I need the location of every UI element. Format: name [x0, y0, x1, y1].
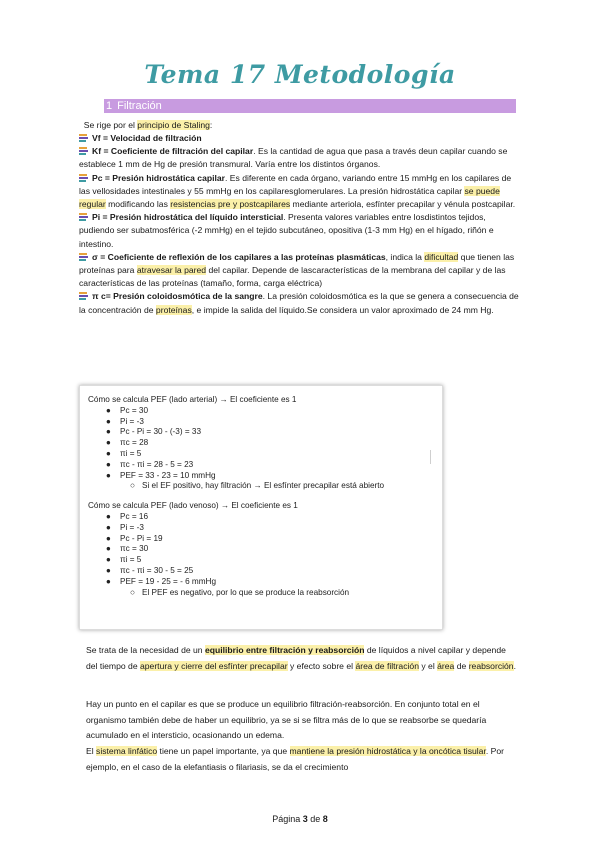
list-item-text: πc - πi = 30 - 5 = 25 — [120, 565, 194, 575]
list-item-text: Pi = -3 — [120, 522, 144, 532]
bold-term: equilibrio entre filtración y reabsorción — [204, 645, 365, 655]
text-run: mediante arteriola, esfínter precapilar y vénula postcapilar. — [290, 199, 516, 210]
list-item — [88, 544, 428, 555]
list-item — [88, 417, 428, 428]
paragraph-balance — [86, 697, 516, 744]
list-item-text: Pc = 16 — [120, 511, 148, 521]
page-title: Tema 17 Metodología — [144, 60, 456, 89]
arterial-note-text: Si el EF positivo, hay filtración → El esfínter precapilar está abierto — [142, 481, 385, 491]
list-item — [88, 460, 428, 471]
definition-item — [79, 132, 519, 145]
definition-item — [79, 145, 519, 171]
section-header — [104, 99, 516, 113]
text-run: . Es la cantidad de agua que pasa a través deun capilar cuando se establece 1 mm de Hg de presión transmural. Varía entre los distintos órganos. — [79, 146, 508, 170]
highlighted-text: reabsorción — [468, 660, 514, 671]
bullet-icon: ● — [106, 448, 111, 458]
highlighted-text: sistema linfático — [96, 746, 158, 756]
list-item — [88, 471, 428, 482]
book-stack-icon — [79, 174, 89, 182]
venous-note — [88, 588, 428, 599]
book-stack-icon — [79, 292, 89, 300]
bullet-icon: ● — [106, 405, 111, 415]
definition-item — [79, 172, 519, 212]
text-run: y efecto sobre el — [287, 660, 356, 671]
bullet-icon: ● — [106, 576, 111, 586]
section-number: 1 — [106, 100, 113, 112]
text-run: que tienen las proteínas para — [79, 251, 515, 276]
list-item — [88, 566, 428, 577]
text-run: , e impide la salida del líquido.Se considera un valor aproximado de 24 mm Hg. — [191, 304, 494, 315]
scrollbar-mark — [430, 450, 431, 464]
definition-item — [79, 211, 519, 251]
bullet-icon: ● — [106, 555, 111, 565]
text-run: . Por ejemplo, en el caso de la elefantiasis o filariasis, se da el crecimiento — [86, 746, 505, 772]
bullet-icon: ● — [106, 438, 111, 448]
paragraph-lymphatic — [86, 744, 516, 775]
list-item — [88, 534, 428, 545]
list-item-text: Pc = 30 — [120, 405, 148, 415]
list-item-text: πi = 5 — [120, 555, 142, 565]
list-item — [88, 512, 428, 523]
bold-term: Pc = Presión hidrostática capilar — [92, 172, 226, 183]
list-item — [88, 438, 428, 449]
paragraph-equilibrium — [86, 643, 516, 674]
text-run: tiene un papel importante, ya que — [157, 746, 290, 756]
highlighted-text: área — [437, 660, 455, 671]
list-item — [88, 406, 428, 417]
highlighted-text: apertura y cierre del esfínter precapilar — [139, 660, 288, 671]
list-item-text: πi = 5 — [120, 448, 142, 458]
bullet-icon: ● — [106, 416, 111, 426]
text-run: de — [454, 660, 469, 671]
figure-heading-venous: Cómo se calcula PEF (lado venoso) → El coeficiente es 1 — [88, 501, 298, 511]
text-run: Se trata de la necesidad de un — [86, 645, 205, 655]
bullet-icon: ● — [106, 522, 111, 532]
pef-calculation-figure — [79, 385, 443, 630]
footer-page: 3 — [302, 814, 308, 824]
highlighted-text: mantiene la presión hidrostática y la oncótica tisular — [289, 746, 486, 756]
definition-list — [79, 132, 519, 317]
bullet-icon: ● — [106, 544, 111, 554]
highlighted-text: área de filtración — [355, 660, 419, 671]
bullet-icon: ● — [106, 427, 111, 437]
text-run: . — [513, 660, 516, 671]
highlighted-text: se puede regular — [79, 185, 500, 210]
list-item — [88, 555, 428, 566]
text-run: del capilar. Depende de lascaracterísticas de la membrana del capilar y de las características de las proteínas (tamaño, forma, carga eléctrica) — [79, 265, 506, 289]
list-item-text: Pi = -3 — [120, 416, 144, 426]
list-item-text: πc = 28 — [120, 438, 149, 448]
circle-bullet-icon: ○ — [130, 481, 135, 491]
bold-term: Pi = Presión hidrostática del líquido intersticial — [92, 212, 284, 223]
list-item — [88, 427, 428, 438]
highlighted-text: proteínas — [155, 304, 192, 315]
text-run: modificando las — [105, 199, 171, 210]
text-run: El — [86, 746, 97, 756]
book-stack-icon — [79, 134, 89, 142]
definition-item — [79, 251, 519, 291]
bullet-icon: ● — [106, 565, 111, 575]
bold-term: π c= Presión coloidosmótica de la sangre — [92, 291, 263, 302]
list-item-text: πc - πi = 28 - 5 = 23 — [120, 459, 194, 469]
bold-term: Kf = Coeficiente de filtración del capilar — [92, 146, 254, 157]
bold-term: σ = Coeficiente de reflexión de los capilares a las proteínas plasmáticas — [92, 251, 386, 262]
book-stack-icon — [79, 253, 89, 261]
footer-pre: Página — [272, 814, 303, 824]
bullet-icon: ● — [106, 533, 111, 543]
text-run: . La presión coloidosmótica es la que se genera a consecuencia de la concentración de — [79, 291, 519, 315]
venous-list — [88, 512, 428, 588]
intro-paragraph — [79, 119, 519, 132]
list-item — [88, 523, 428, 534]
footer-mid: de — [307, 814, 323, 824]
intro-pre: Se rige por el — [83, 120, 138, 130]
highlighted-text: atravesar la pared — [136, 265, 207, 276]
list-item — [88, 577, 428, 588]
text-run: y el — [418, 660, 438, 671]
definition-item — [79, 290, 519, 316]
bullet-icon: ● — [106, 459, 111, 469]
text-run: de líquidos a nivel capilar y depende del tiempo de — [86, 645, 506, 671]
venous-note-text: El PEF es negativo, por lo que se produce la reabsorción — [142, 587, 350, 597]
text-run: , indica la — [385, 251, 425, 262]
footer-total: 8 — [322, 814, 328, 824]
highlighted-text: resistencias pre y postcapilares — [170, 199, 291, 210]
arterial-list — [88, 406, 428, 482]
list-item — [88, 449, 428, 460]
list-item-text: Pc - Pi = 19 — [120, 533, 163, 543]
bullet-icon: ● — [106, 470, 111, 480]
list-item-text: πc = 30 — [120, 544, 149, 554]
highlighted-text: dificultad — [424, 251, 459, 262]
section-label: Filtración — [117, 100, 162, 112]
intro-link: principio de Staling — [137, 120, 210, 130]
list-item-text: PEF = 33 - 23 = 10 mmHg — [120, 470, 216, 480]
list-item-text: PEF = 19 - 25 = - 6 mmHg — [120, 576, 217, 586]
page-footer — [0, 814, 600, 824]
text-run: . Es diferente en cada órgano, variando entre 15 mmHg en los capilares de las vellosidades intestinales y 55 mmHg en los capilaresglomerulares. La presión hidrostática capilar — [79, 172, 512, 196]
text-run: Hay un punto en el capilar es que se produce un equilibrio filtración-reabsorción. En conjunto total en el organismo también debe de haber un equilibrio, ya se si se filtra más de lo que se reabsorbe se quedaría acumulado en el intersticio, ocasionando un edema. — [86, 699, 487, 741]
book-stack-icon — [79, 147, 89, 155]
figure-heading-arterial: Cómo se calcula PEF (lado arterial) → El coeficiente es 1 — [88, 395, 297, 404]
bullet-icon: ● — [106, 511, 111, 521]
circle-bullet-icon: ○ — [130, 587, 135, 597]
bold-term: Vf = Velocidad de filtración — [92, 133, 202, 143]
book-stack-icon — [79, 213, 89, 221]
list-item-text: Pc - Pi = 30 - (-3) = 33 — [120, 427, 201, 437]
arterial-note — [88, 481, 428, 492]
intro-post: : — [209, 120, 213, 130]
text-run: . Presenta valores variables entre losdistintos tejidos, pudiendo ser subatmosférica (-2 mmHg) en el tejido subcutáneo, opositiva (1-3 mm Hg) en el hígado, riñón e intestino. — [79, 212, 494, 249]
